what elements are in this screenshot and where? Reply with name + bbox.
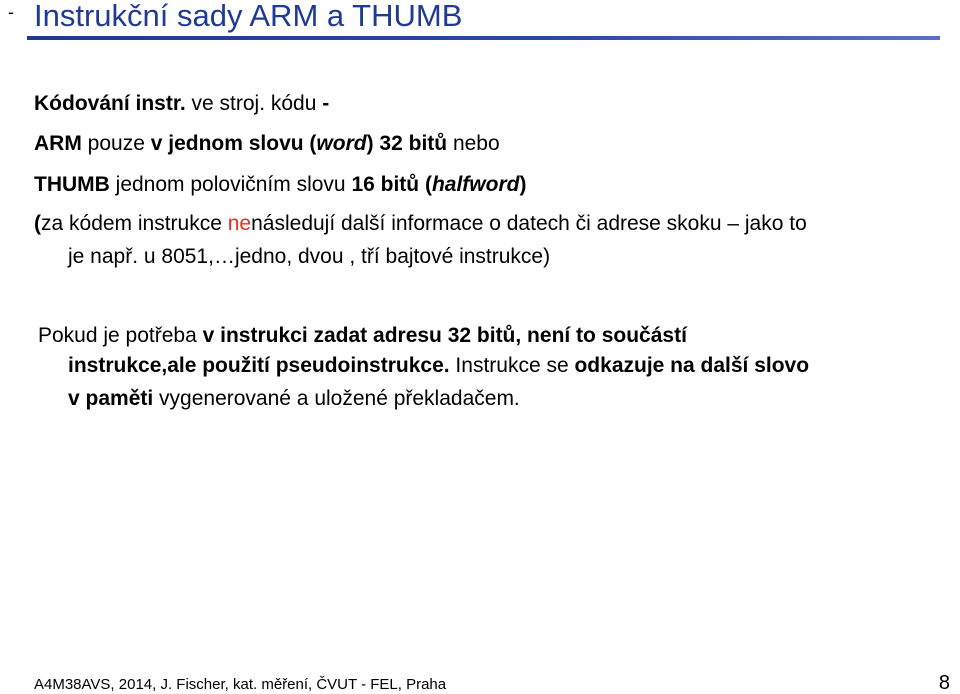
text-run: ve stroj. kódu (185, 92, 323, 115)
text-run: následují další informace o datech či adrese skoku – jako to (251, 212, 807, 235)
text-run: ARM (34, 132, 82, 155)
text-run: nebo (447, 132, 500, 155)
text-run: 32 bitů (373, 132, 448, 155)
text-run: instrukce,ale použití pseudoinstrukce. (68, 354, 450, 377)
text-line-2 (34, 133, 500, 154)
text-run: Instrukce se (449, 354, 575, 377)
text-run: v paměti (68, 387, 154, 410)
slide-title: Instrukční sady ARM a THUMB (34, 0, 463, 33)
text-line-6 (38, 325, 687, 346)
text-run: ) (366, 132, 374, 155)
title-bullet: - (8, 2, 14, 22)
text-run: Kódování instr. (34, 92, 186, 115)
text-run: za kódem instrukce (41, 212, 228, 235)
text-run: v jednom slovu ( (150, 132, 317, 155)
text-line-7 (68, 355, 809, 376)
text-run: - (322, 92, 330, 115)
text-run: ( (34, 212, 41, 235)
page-number: 8 (938, 672, 950, 694)
text-line-3 (34, 174, 526, 195)
text-line-5 (68, 246, 550, 267)
text-line-4 (34, 213, 807, 234)
text-run: 16 bitů ( (351, 173, 432, 196)
text-run: je např. u 8051,…jedno, dvou , tří bajtové instrukce) (68, 245, 551, 268)
text-line-1 (34, 93, 329, 114)
text-run: word (316, 132, 367, 155)
text-run: ne (227, 212, 252, 235)
text-run: halfword (431, 173, 520, 196)
text-run: Pokud je potřeba (38, 324, 203, 347)
title-underline (27, 36, 940, 40)
text-run: jednom polovičním slovu (109, 173, 352, 196)
text-run: ) (519, 173, 527, 196)
text-run: odkazuje na další slovo (574, 354, 810, 377)
text-run: THUMB (34, 173, 110, 196)
text-run: vygenerované a uložené překladačem. (153, 387, 520, 410)
slide-footer: A4M38AVS, 2014, J. Fischer, kat. měření, ČVUT - FEL, Praha (34, 676, 447, 693)
text-line-8 (68, 388, 520, 409)
text-run: pouze (81, 132, 151, 155)
text-run: v instrukci zadat adresu 32 bitů, není to součástí (202, 324, 687, 347)
